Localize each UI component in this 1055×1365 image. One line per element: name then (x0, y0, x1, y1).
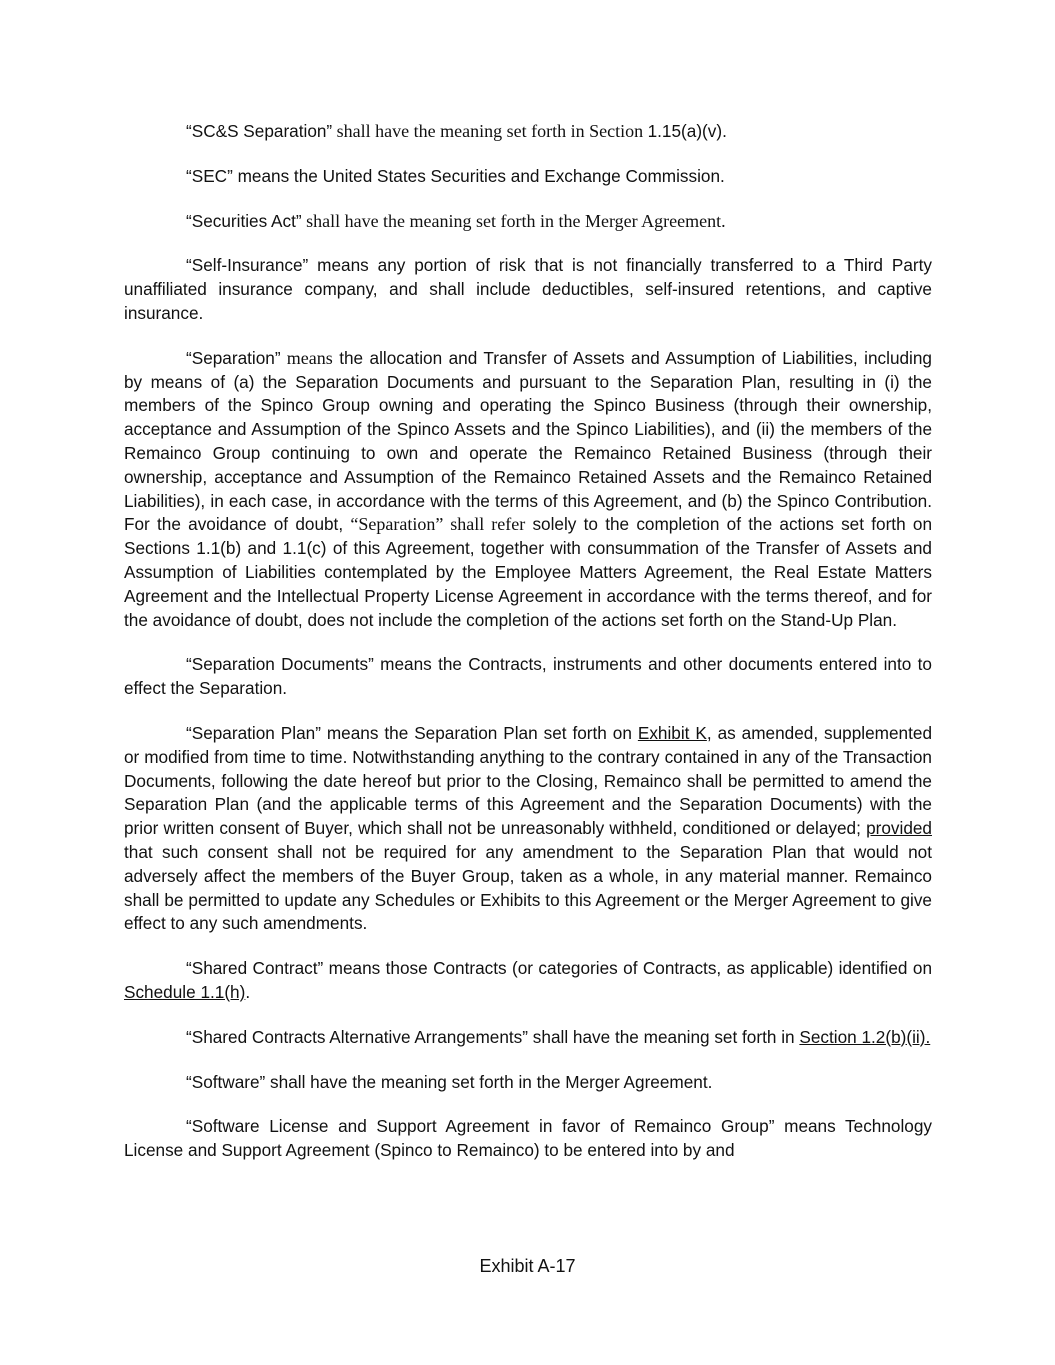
defined-term: “SEC” (186, 165, 233, 186)
defined-term: “Separation” (186, 347, 281, 368)
definition-software-license-and-support-agreement (124, 1115, 932, 1163)
definition-text: means the United States Securities and Exchange Commission. (232, 165, 725, 186)
definition-separation-plan (124, 722, 932, 936)
definition-text: shall have the meaning set forth in the Merger Agreement. (265, 1071, 713, 1092)
defined-term: “SC&S Separation” (186, 121, 333, 141)
definition-text: means the Separation Plan set forth on (320, 722, 638, 743)
definition-text: means the Contracts, instruments and other documents entered into to effect the Separation. (124, 654, 932, 699)
defined-term: “Software License and Support Agreement in favor of Remainco Group” (186, 1116, 775, 1137)
section-reference: 1.15(a)(v). (647, 121, 727, 141)
definition-text-end: that such consent shall not be required for any amendment to the Separation Plan that would not adversely affect the members of the Buyer Group, taken as a whole, in any material manner. Remainco shall be permitted to update any Schedules or Exhibits to this Agreement or the Merger Agreement to give effect to any such amendments. (124, 841, 932, 934)
definition-text: shall have the meaning set forth in (528, 1026, 800, 1047)
schedule-reference: Schedule 1.1(h) (124, 981, 246, 1002)
definition-text-continued: solely to the completion of the actions set forth on Sections 1.1(b) and 1.1(c) of this Agreement, together with consummation of the Transfer of Assets and Assumption of Liabilities contemplated by the Employee Matters Agreement, the Real Estate Matters Agreement and the Intellectual Property License Agreement in accordance with the terms thereof, and for the avoidance of doubt, does not include the completion of the actions set forth on the Stand-Up Plan. (124, 514, 932, 630)
defined-term: “Software” (186, 1071, 266, 1092)
document-page (124, 120, 932, 1184)
definition-software (124, 1071, 932, 1095)
definition-shared-contract (124, 957, 932, 1005)
defined-term: “Self-Insurance” (186, 255, 309, 276)
definition-text-continued: , as amended, supplemented or modified from time to time. Notwithstanding anything to the contrary contained in any of the Transaction Documents, following the date hereof but prior to the Closing, Remainco shall be permitted to amend the Separation Plan (and the applicable terms of this Agreement and the Separation Documents) with the prior written consent of Buyer, which shall not be unreasonably withheld, conditioned or delayed; (124, 722, 933, 839)
definition-text: the allocation and Transfer of Assets and Assumption of Liabilities, including by means of (a) the Separation Documents and pursuant to the Separation Plan, resulting in (i) the members of the Spinco Group owning and operating the Spinco Business (through their ownership, acceptance and Assumption of the Spinco Assets and the Spinco Liabilities), and (ii) the members of the Remainco Group continuing to own and operate the Remainco Retained Business (through their ownership, acceptance and Assumption of the Remainco Retained Assets and the Remainco Retained Liabilities), in each case, in accordance with the terms of this Agreement, and (b) the Spinco Contribution. For the avoidance of doubt, (124, 347, 932, 535)
definition-text: means any portion of risk that is not financially transferred to a Third Party unaffiliated insurance company, and shall include deductibles, self-insured retentions, and captive insurance. (124, 255, 932, 323)
definition-text-end: . (245, 981, 251, 1002)
definition-text: means Technology License and Support Agreement (Spinco to Remainco) to be entered into by and (124, 1116, 933, 1161)
provided-term: provided (866, 818, 932, 839)
definition-shared-contracts-alternative-arrangements (124, 1026, 932, 1050)
section-reference: Section 1.2(b)(ii). (799, 1026, 931, 1047)
definition-separation-documents (124, 653, 932, 701)
definition-text-serif: “Separation” shall refer (350, 514, 526, 535)
exhibit-k-reference: Exhibit K (637, 722, 707, 743)
definition-sec (124, 165, 932, 189)
definition-separation (124, 347, 932, 633)
definition-text: shall have the meaning set forth in Section (332, 121, 648, 141)
definition-text-means: means (280, 347, 333, 368)
definition-self-insurance (124, 254, 932, 325)
defined-term: “Shared Contracts Alternative Arrangements” (186, 1026, 529, 1047)
definition-text: means those Contracts (or categories of Contracts, as applicable) identified on (323, 958, 932, 979)
defined-term: “Separation Plan” (186, 722, 321, 743)
defined-term: “Separation Documents” (186, 654, 374, 675)
page-footer: Exhibit A-17 (479, 1256, 576, 1276)
defined-term: “Securities Act” (186, 210, 302, 231)
definition-securities-act (124, 210, 932, 234)
defined-term: “Shared Contract” (186, 958, 324, 979)
definition-sc-s-separation (124, 120, 932, 144)
definition-text: shall have the meaning set forth in the Merger Agreement. (301, 210, 726, 231)
